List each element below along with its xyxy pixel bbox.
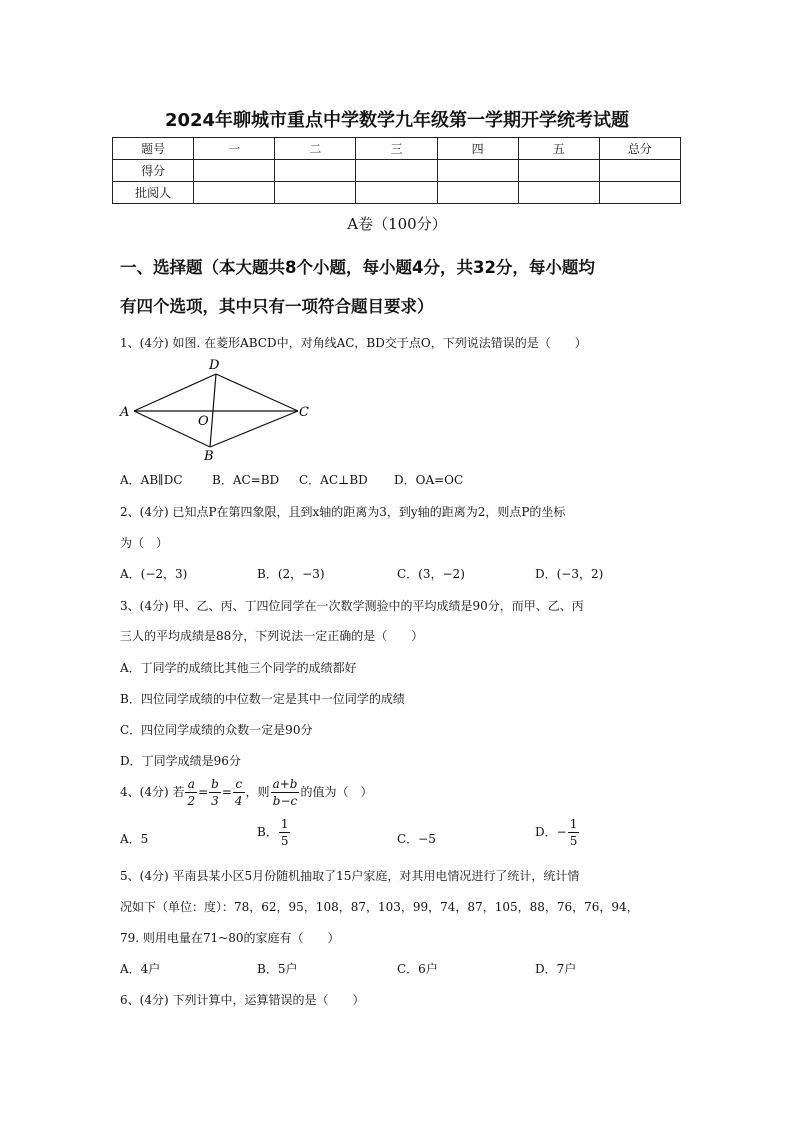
table-row — [113, 160, 681, 182]
table-header-cell: 题号 — [113, 138, 194, 160]
q4-option-d[interactable]: D．− $\frac{1}{5}$ — [535, 817, 578, 848]
q2-stem-line2: 为（ ） — [120, 536, 169, 550]
table-header-cell: 总分 — [599, 138, 680, 160]
score-cell[interactable] — [356, 160, 437, 182]
q2-option-c[interactable]: C．(3，−2) — [397, 567, 465, 581]
q4-suffix: 的值为（ ） — [300, 785, 373, 799]
table-row — [113, 138, 681, 160]
q3-option-a[interactable]: A．丁同学的成绩比其他三个同学的成绩都好 — [120, 661, 357, 675]
q3-stem-line1: 3、(4分) 甲、乙、丙、丁四位同学在一次数学测验中的平均成绩是90分，而甲、乙、丙 — [120, 599, 584, 613]
fraction-a-over-2: $\frac{a}{2}$ — [187, 777, 196, 808]
q5-stem-line3: 79. 则用电量在71~80的家庭有（ ） — [120, 931, 340, 945]
table-header-cell: 四 — [437, 138, 518, 160]
fraction-one-fifth: $\frac{1}{5}$ — [280, 817, 289, 848]
grader-cell[interactable] — [275, 182, 356, 204]
grader-cell[interactable] — [599, 182, 680, 204]
q3-option-c[interactable]: C．四位同学成绩的众数一定是90分 — [120, 723, 313, 737]
q2-stem-line1: 2、(4分) 已知点P在第四象限，且到x轴的距离为3，到y轴的距离为2，则点P的坐标 — [120, 505, 566, 519]
q2-option-d[interactable]: D．(−3，2) — [535, 567, 604, 581]
label-b: B — [204, 449, 214, 464]
q3-stem-line2: 三人的平均成绩是88分，下列说法一定正确的是（ ） — [120, 629, 424, 643]
grader-cell[interactable] — [437, 182, 518, 204]
rhombus-edge — [134, 374, 216, 411]
grader-cell[interactable] — [194, 182, 275, 204]
q4-mid: ，则 — [245, 785, 270, 799]
grader-cell[interactable] — [356, 182, 437, 204]
score-table — [112, 137, 681, 204]
rhombus-edge — [216, 374, 298, 411]
row-label: 批阅人 — [113, 182, 194, 204]
q5-option-c[interactable]: C．6户 — [397, 962, 438, 976]
q4-option-b[interactable]: B． $\frac{1}{5}$ — [257, 817, 289, 848]
section-heading-line1: 一、选择题（本大题共8个小题，每小题4分，共32分，每小题均 — [120, 258, 595, 277]
rhombus-diagram — [116, 354, 316, 464]
label-o: O — [198, 414, 209, 429]
table-header-cell: 一 — [194, 138, 275, 160]
q1-option-b[interactable]: B．AC=BD — [212, 473, 280, 487]
fraction-c-over-4: $\frac{c}{4}$ — [234, 777, 243, 808]
fraction-expression: $\frac{a+b}{b-c}$ — [272, 777, 298, 808]
q1-stem: 1、(4分) 如图. 在菱形ABCD中，对角线AC，BD交于点O，下列说法错误的是（ ） — [120, 336, 587, 350]
score-cell[interactable] — [437, 160, 518, 182]
fraction-b-over-3: $\frac{b}{3}$ — [211, 777, 219, 808]
q4-prefix: 4、(4分) 若 — [120, 785, 185, 799]
table-header-cell: 五 — [518, 138, 599, 160]
q5-option-d[interactable]: D．7户 — [535, 962, 577, 976]
label-c: C — [299, 405, 309, 420]
score-cell[interactable] — [599, 160, 680, 182]
row-label: 得分 — [113, 160, 194, 182]
section-a-heading: A卷（100分） — [347, 215, 447, 233]
q4-stem: 4、(4分) 若 $\frac{a}{2}$ = $\frac{b}{3}$ = $\frac{c}{4}$ ，则 $\frac{a+b}{b-c}$ 的值为（ ） — [120, 777, 373, 808]
section-heading-line2: 有四个选项，其中只有一项符合题目要求） — [120, 297, 434, 316]
q5-option-b[interactable]: B．5户 — [257, 962, 298, 976]
q2-option-b[interactable]: B．(2，−3) — [257, 567, 325, 581]
score-cell[interactable] — [275, 160, 356, 182]
label-a: A — [120, 405, 130, 420]
q1-option-d[interactable]: D．OA=OC — [394, 473, 464, 487]
table-row — [113, 182, 681, 204]
q1-option-a[interactable]: A．AB∥DC — [120, 473, 183, 487]
q2-option-a[interactable]: A．(−2，3) — [120, 567, 188, 581]
q4-option-a[interactable]: A．5 — [120, 832, 149, 846]
q5-stem-line2: 况如下（单位：度）：78，62，95，108，87，103，99，74，87，105，88，76，76，94， — [120, 900, 639, 914]
page-title: 2024年聊城市重点中学数学九年级第一学期开学统考试题 — [164, 110, 630, 131]
q4-option-c[interactable]: C．−5 — [397, 832, 436, 846]
rhombus-edge — [210, 411, 298, 447]
fraction-one-fifth: $\frac{1}{5}$ — [569, 817, 578, 848]
q6-stem: 6、(4分) 下列计算中，运算错误的是（ ） — [120, 993, 365, 1007]
label-d: D — [209, 358, 220, 373]
score-cell[interactable] — [518, 160, 599, 182]
q3-option-b[interactable]: B．四位同学成绩的中位数一定是其中一位同学的成绩 — [120, 692, 405, 706]
grader-cell[interactable] — [518, 182, 599, 204]
q5-option-a[interactable]: A．4户 — [120, 962, 161, 976]
score-cell[interactable] — [194, 160, 275, 182]
table-header-cell: 三 — [356, 138, 437, 160]
table-header-cell: 二 — [275, 138, 356, 160]
q1-option-c[interactable]: C．AC⊥BD — [299, 473, 368, 487]
q3-option-d[interactable]: D．丁同学成绩是96分 — [120, 754, 241, 768]
q5-stem-line1: 5、(4分) 平南县某小区5月份随机抽取了15户家庭，对其用电情况进行了统计，统计情 — [120, 869, 580, 883]
